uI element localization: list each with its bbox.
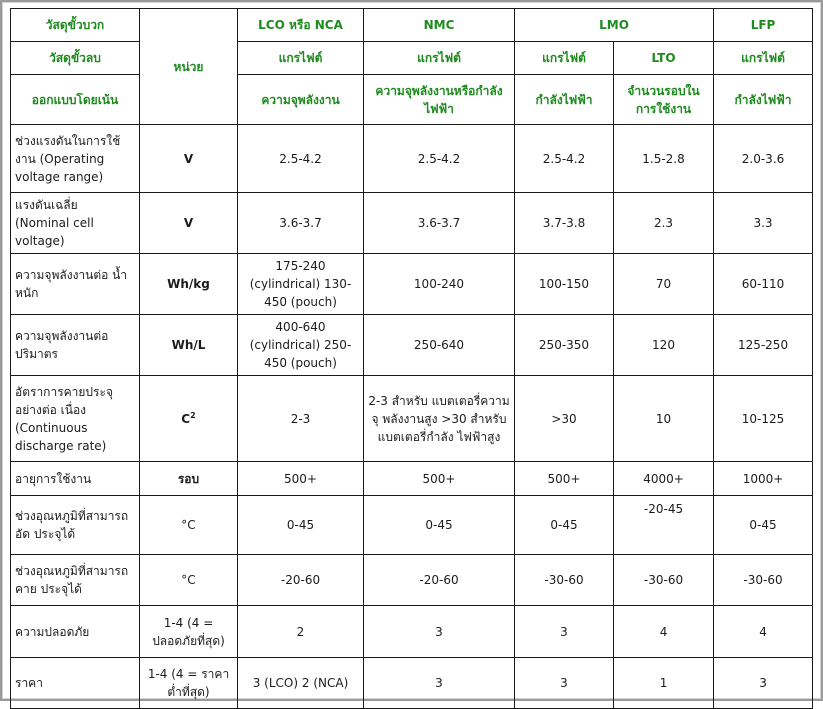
focus-lmo: กำลังไฟฟ้า: [515, 75, 614, 125]
anode-lmo: แกรไฟต์: [515, 42, 614, 75]
value-cell: 3.6-3.7: [238, 193, 364, 254]
value-cell: 2.5-4.2: [515, 125, 614, 193]
header-lmo: LMO: [515, 9, 714, 42]
value-cell: 3: [515, 658, 614, 709]
unit-cell: รอบ: [140, 462, 238, 496]
header-row-focus: [11, 75, 813, 125]
focus-nmc: ความจุพลังงานหรือกำลัง ไฟฟ้า: [364, 75, 515, 125]
value-cell: 0-45: [364, 496, 515, 555]
value-cell: 2.0-3.6: [714, 125, 813, 193]
value-cell: 10: [614, 376, 714, 462]
table-row: [11, 315, 813, 376]
header-row-cathode: [11, 9, 813, 42]
row-label: ราคา: [11, 658, 140, 709]
unit-cell: °C: [140, 496, 238, 555]
value-cell: 100-150: [515, 254, 614, 315]
value-cell: 3: [364, 606, 515, 658]
value-cell: 125-250: [714, 315, 813, 376]
unit-cell: V: [140, 125, 238, 193]
table-row: [11, 376, 813, 462]
header-anode-label: วัสดุขั้วลบ: [11, 42, 140, 75]
value-cell: 0-45: [714, 496, 813, 555]
table-row: [11, 125, 813, 193]
unit-base: C: [181, 411, 191, 426]
value-cell: -20-45: [614, 496, 714, 555]
value-cell: 1.5-2.8: [614, 125, 714, 193]
value-cell: 3: [515, 606, 614, 658]
unit-cell: [140, 376, 238, 462]
value-cell: 250-640: [364, 315, 515, 376]
focus-lco: ความจุพลังงาน: [238, 75, 364, 125]
unit-cell: 1-4 (4 = ราคา ต่ำที่สุด): [140, 658, 238, 709]
row-label: ความจุพลังงานต่อ ปริมาตร: [11, 315, 140, 376]
header-nmc: NMC: [364, 9, 515, 42]
value-cell: 70: [614, 254, 714, 315]
value-cell: 3.6-3.7: [364, 193, 515, 254]
value-cell: 100-240: [364, 254, 515, 315]
value-cell: 1000+: [714, 462, 813, 496]
value-cell: 400-640 (cylindrical) 250-450 (pouch): [238, 315, 364, 376]
row-label: ความปลอดภัย: [11, 606, 140, 658]
row-label: อายุการใช้งาน: [11, 462, 140, 496]
value-cell: -30-60: [614, 555, 714, 606]
value-cell: 3: [364, 658, 515, 709]
row-label: ความจุพลังงานต่อ น้ำหนัก: [11, 254, 140, 315]
row-label: ช่วงอุณหภูมิที่สามารถ อัด ประจุได้: [11, 496, 140, 555]
unit-cell: V: [140, 193, 238, 254]
value-cell: -20-60: [238, 555, 364, 606]
row-label: ช่วงแรงดันในการใช้ งาน (Operating voltage range): [11, 125, 140, 193]
value-cell: 2-3: [238, 376, 364, 462]
value-cell: -20-60: [364, 555, 515, 606]
header-unit: หน่วย: [140, 9, 238, 125]
row-label: อัตราการคายประจุ อย่างต่อ เนื่อง (Continuous discharge rate): [11, 376, 140, 462]
unit-superscript: 2: [190, 410, 196, 420]
value-cell: 60-110: [714, 254, 813, 315]
value-cell: 500+: [515, 462, 614, 496]
table-row: [11, 193, 813, 254]
unit-cell: °C: [140, 555, 238, 606]
value-cell: 2.3: [614, 193, 714, 254]
row-label: แรงดันเฉลี่ย (Nominal cell voltage): [11, 193, 140, 254]
unit-cell: Wh/kg: [140, 254, 238, 315]
value-cell: 3: [714, 658, 813, 709]
value-cell: 500+: [364, 462, 515, 496]
focus-lfp: กำลังไฟฟ้า: [714, 75, 813, 125]
value-cell: 2.5-4.2: [364, 125, 515, 193]
value-cell: 10-125: [714, 376, 813, 462]
anode-nmc: แกรไฟต์: [364, 42, 515, 75]
row-label: ช่วงอุณหภูมิที่สามารถ คาย ประจุได้: [11, 555, 140, 606]
value-cell: 4: [614, 606, 714, 658]
value-cell: -30-60: [515, 555, 614, 606]
value-cell: 2.5-4.2: [238, 125, 364, 193]
header-focus-label: ออกแบบโดยเน้น: [11, 75, 140, 125]
value-cell: 4: [714, 606, 813, 658]
anode-lco: แกรไฟต์: [238, 42, 364, 75]
value-cell: 4000+: [614, 462, 714, 496]
value-cell: 500+: [238, 462, 364, 496]
table-row: [11, 555, 813, 606]
value-cell: 2: [238, 606, 364, 658]
value-cell: 3.3: [714, 193, 813, 254]
header-lco: LCO หรือ NCA: [238, 9, 364, 42]
value-cell: 0-45: [238, 496, 364, 555]
value-cell: 1: [614, 658, 714, 709]
table-row: [11, 606, 813, 658]
value-cell: 250-350: [515, 315, 614, 376]
value-cell: 2-3 สำหรับ แบตเตอรี่ความ จุ พลังงานสูง >30 สำหรับ แบตเตอรี่กำลัง ไฟฟ้าสูง: [364, 376, 515, 462]
table-row: [11, 254, 813, 315]
anode-lto: LTO: [614, 42, 714, 75]
value-cell: >30: [515, 376, 614, 462]
focus-lto: จำนวนรอบใน การใช้งาน: [614, 75, 714, 125]
header-cathode-label: วัสดุขั้วบวก: [11, 9, 140, 42]
value-cell: 120: [614, 315, 714, 376]
header-lfp: LFP: [714, 9, 813, 42]
value-cell: -30-60: [714, 555, 813, 606]
table-row: [11, 496, 813, 555]
unit-cell: Wh/L: [140, 315, 238, 376]
value-cell: 3.7-3.8: [515, 193, 614, 254]
header-row-anode: [11, 42, 813, 75]
table-row: [11, 462, 813, 496]
unit-cell: 1-4 (4 = ปลอดภัยที่สุด): [140, 606, 238, 658]
value-cell: 0-45: [515, 496, 614, 555]
battery-comparison-table: [10, 8, 813, 709]
value-cell: 175-240 (cylindrical) 130-450 (pouch): [238, 254, 364, 315]
anode-lfp: แกรไฟต์: [714, 42, 813, 75]
value-cell: 3 (LCO) 2 (NCA): [238, 658, 364, 709]
